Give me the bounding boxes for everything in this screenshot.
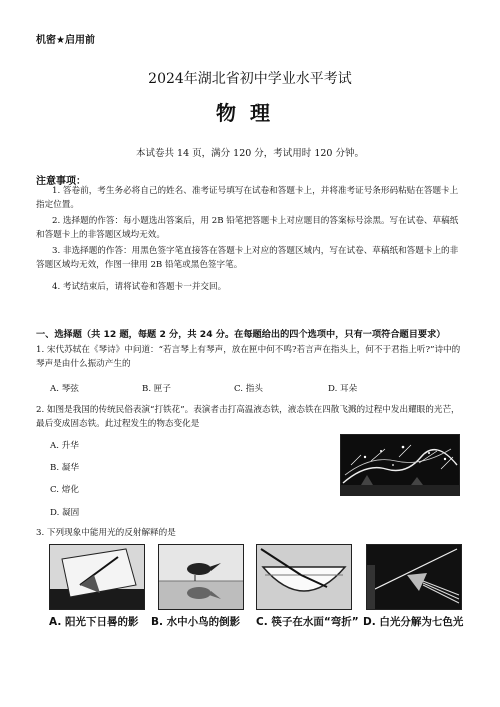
notice-item-1: 1. 答卷前，考生务必将自己的姓名、准考证号填写在试卷和答题卡上，并将准考证号条形码粘贴在答题卡上指定位置。 xyxy=(36,186,459,210)
subject-title: 物理 xyxy=(216,101,284,125)
caption-d: D. 白光分解为七色光 xyxy=(363,616,464,628)
question-3-stem: 3. 下列现象中能用光的反射解释的是 xyxy=(36,528,176,538)
question-2-option-c: C. 熔化 xyxy=(50,485,79,495)
prism-dispersion-photo xyxy=(366,544,462,610)
notice-item-3: 3. 非选择题的作答：用黑色签字笔直接答在答题卡上对应的答题区域内，写在试卷、草稿纸和答题卡上的非答题区域均无效，作图一律用 2B 铅笔或黑色签字笔。 xyxy=(36,246,459,270)
caption-b: B. 水中小鸟的倒影 xyxy=(151,616,241,628)
exam-title: 2024年湖北省初中学业水平考试 xyxy=(148,71,352,87)
question-2-option-d: D. 凝固 xyxy=(50,508,80,518)
notice-item-4: 4. 考试结束后，请将试卷和答题卡一并交回。 xyxy=(52,282,227,292)
question-1-option-c: C. 指头 xyxy=(234,384,263,394)
caption-a: A. 阳光下日晷的影 xyxy=(49,616,139,628)
chopsticks-in-water-photo xyxy=(256,544,352,610)
notice-item-2: 2. 选择题的作答：每小题选出答案后，用 2B 铅笔把答题卡上对应题目的答案标号涂黑。写在试卷、草稿纸和答题卡上的非答题区域均无效。 xyxy=(36,216,459,240)
question-1-option-d: D. 耳朵 xyxy=(328,384,358,394)
caption-c: C. 筷子在水面“弯折” xyxy=(256,616,359,628)
exam-info: 本试卷共 14 页，满分 120 分，考试用时 120 分钟。 xyxy=(136,148,364,159)
question-1-option-b: B. 匣子 xyxy=(142,384,171,394)
confidential-label: 机密★启用前 xyxy=(36,35,95,46)
section-heading: 一、选择题（共 12 题，每题 2 分，共 24 分。在每题给出的四个选项中，只有一项符合题目要求） xyxy=(36,329,446,340)
bird-reflection-photo xyxy=(158,544,244,610)
question-1-stem: 1. 宋代苏轼在《琴诗》中问道：“若言琴上有琴声，放在匣中何不鸣?若言声在指头上，何不于君指上听?”诗中的琴声是由什么振动产生的 xyxy=(36,345,461,369)
question-1-option-a: A. 琴弦 xyxy=(50,384,79,394)
notice-heading: 注意事项： xyxy=(36,176,86,187)
iron-flower-photo xyxy=(340,434,460,496)
question-2-option-b: B. 凝华 xyxy=(50,463,79,473)
question-2-stem: 2. 如图是我国的传统民俗表演“打铁花”。表演者击打高温液态铁，液态铁在四散飞溅的过程中发出耀眼的光芒，最后变成固态铁。此过程发生的物态变化是 xyxy=(36,405,460,429)
sundial-photo xyxy=(49,544,145,610)
question-2-option-a: A. 升华 xyxy=(50,441,79,451)
